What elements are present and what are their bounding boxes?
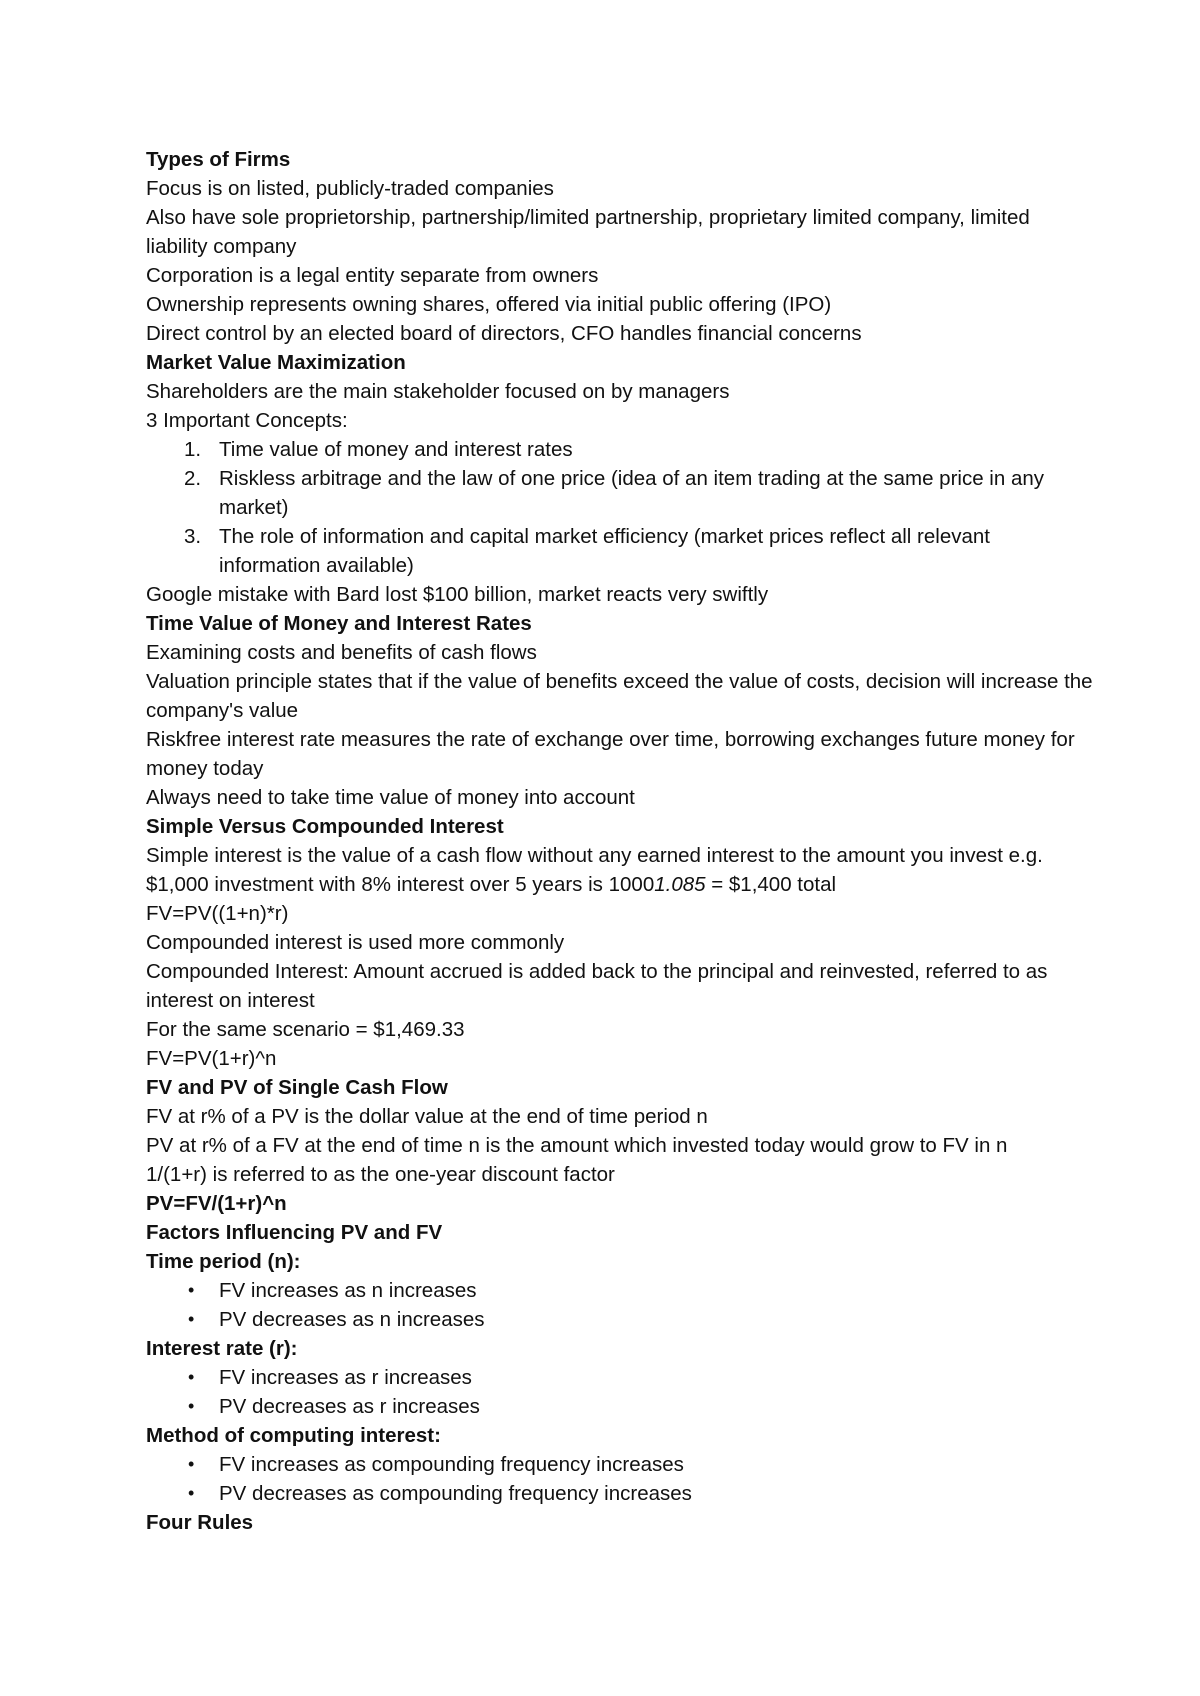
paragraph-line: Google mistake with Bard lost $100 billion, market reacts very swiftly <box>146 583 769 606</box>
paragraph-line: FV=PV(1+r)^n <box>146 1047 277 1070</box>
paragraph-line: For the same scenario = $1,469.33 <box>146 1018 465 1041</box>
bullet-marker: • <box>188 1367 195 1387</box>
paragraph-line <box>146 841 1096 899</box>
paragraph-line: Ownership represents owning shares, offered via initial public offering (IPO) <box>146 293 832 316</box>
bullet-list-item <box>146 1363 1096 1392</box>
document-body <box>146 145 1096 1537</box>
paragraph-line: Compounded interest is used more commonly <box>146 931 565 954</box>
section-heading: PV=FV/(1+r)^n <box>146 1192 287 1215</box>
section-heading: Factors Influencing PV and FV <box>146 1221 443 1244</box>
paragraph-line: 1/(1+r) is referred to as the one-year discount factor <box>146 1163 615 1186</box>
section-heading: Four Rules <box>146 1511 254 1534</box>
section-heading: Simple Versus Compounded Interest <box>146 815 504 838</box>
text-span: Simple interest is the value of a cash flow without any earned interest to the amount you invest e.g. $1,000 investment with 8% interest over 5 years is 1000 <box>146 844 1043 896</box>
bullet-marker: • <box>188 1309 195 1329</box>
list-item-text: FV increases as compounding frequency increases <box>219 1453 684 1476</box>
paragraph-line: FV at r% of a PV is the dollar value at the end of time period n <box>146 1105 708 1128</box>
italic-text-span: 1.085 <box>654 873 706 896</box>
paragraph-line: Always need to take time value of money into account <box>146 786 635 809</box>
paragraph-line: PV at r% of a FV at the end of time n is the amount which invested today would grow to FV in n <box>146 1134 1008 1157</box>
paragraph-line: Direct control by an elected board of directors, CFO handles financial concerns <box>146 322 862 345</box>
list-number: 2. <box>184 467 202 490</box>
section-heading: Market Value Maximization <box>146 351 406 374</box>
paragraph-line: Shareholders are the main stakeholder focused on by managers <box>146 380 730 403</box>
numbered-list-item <box>146 464 1096 522</box>
paragraph-line: Corporation is a legal entity separate from owners <box>146 264 599 287</box>
numbered-list-item <box>146 435 1096 464</box>
list-item-text: Riskless arbitrage and the law of one price (idea of an item trading at the same price in any market) <box>219 467 1044 519</box>
list-item-text: PV decreases as compounding frequency increases <box>219 1482 692 1505</box>
section-heading: Method of computing interest: <box>146 1424 441 1447</box>
paragraph-line: Focus is on listed, publicly-traded companies <box>146 177 554 200</box>
list-item-text: FV increases as r increases <box>219 1366 472 1389</box>
list-number: 3. <box>184 525 202 548</box>
paragraph-line: Compounded Interest: Amount accrued is added back to the principal and reinvested, referred to as interest on interest <box>146 960 1048 1012</box>
text-span: = $1,400 total <box>705 873 837 896</box>
bullet-marker: • <box>188 1483 195 1503</box>
section-heading: Time Value of Money and Interest Rates <box>146 612 532 635</box>
section-heading: Types of Firms <box>146 148 291 171</box>
list-item-text: Time value of money and interest rates <box>219 438 573 461</box>
numbered-list-item <box>146 522 1096 580</box>
bullet-marker: • <box>188 1454 195 1474</box>
bullet-marker: • <box>188 1396 195 1416</box>
bullet-list-item <box>146 1392 1096 1421</box>
list-number: 1. <box>184 438 202 461</box>
list-item-text: PV decreases as r increases <box>219 1395 480 1418</box>
bullet-marker: • <box>188 1280 195 1300</box>
bullet-list-item <box>146 1276 1096 1305</box>
paragraph-line: Riskfree interest rate measures the rate of exchange over time, borrowing exchanges future money for money today <box>146 728 1075 780</box>
section-heading: Time period (n): <box>146 1250 301 1273</box>
paragraph-line: 3 Important Concepts: <box>146 409 348 432</box>
paragraph-line: FV=PV((1+n)*r) <box>146 902 289 925</box>
section-heading: FV and PV of Single Cash Flow <box>146 1076 448 1099</box>
bullet-list-item <box>146 1479 1096 1508</box>
paragraph-line: Valuation principle states that if the value of benefits exceed the value of costs, decision will increase the company's value <box>146 670 1093 722</box>
list-item-text: The role of information and capital market efficiency (market prices reflect all relevant information available) <box>219 525 990 577</box>
list-item-text: PV decreases as n increases <box>219 1308 485 1331</box>
bullet-list-item <box>146 1305 1096 1334</box>
list-item-text: FV increases as n increases <box>219 1279 477 1302</box>
paragraph-line: Examining costs and benefits of cash flows <box>146 641 537 664</box>
paragraph-line: Also have sole proprietorship, partnership/limited partnership, proprietary limited company, limited liability company <box>146 206 1030 258</box>
section-heading: Interest rate (r): <box>146 1337 298 1360</box>
bullet-list-item <box>146 1450 1096 1479</box>
